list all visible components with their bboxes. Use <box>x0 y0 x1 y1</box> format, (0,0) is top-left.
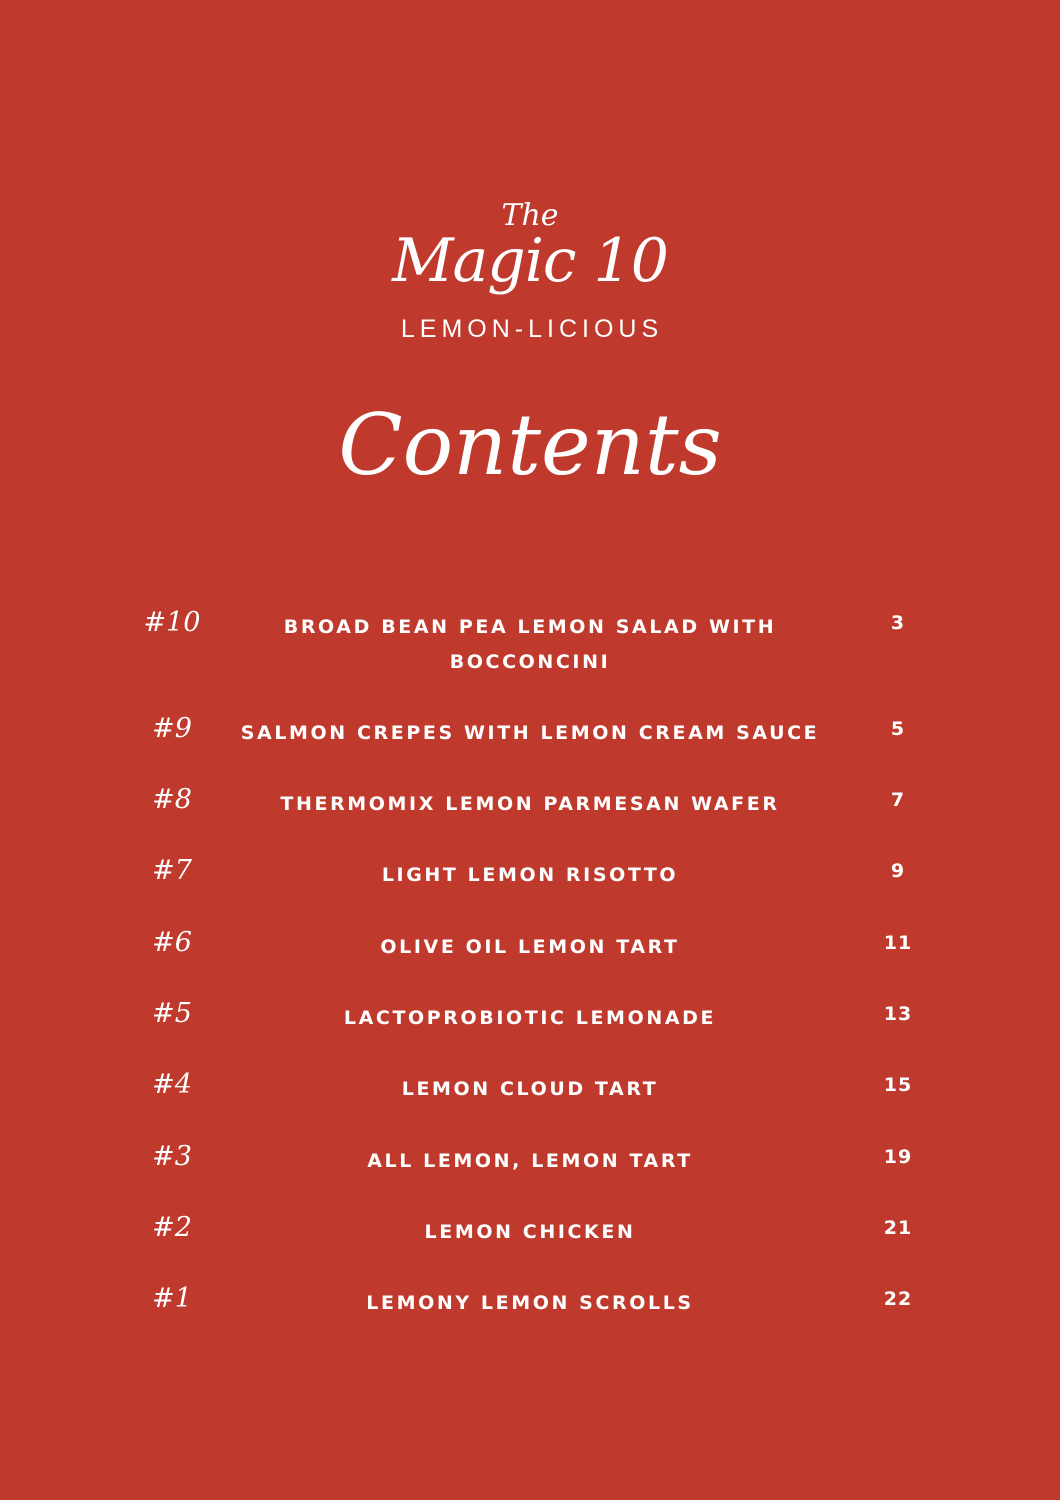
toc-entry-number: #9 <box>152 713 192 744</box>
toc-entry-number: #2 <box>152 1212 192 1243</box>
toc-entry-page: 13 <box>883 1003 913 1025</box>
toc-entry-number: #8 <box>152 784 192 815</box>
toc-entry-title: THERMOMIX LEMON PARMESAN WAFER <box>280 793 780 815</box>
toc-entry-title: BROAD BEAN PEA LEMON SALAD WITH BOCCONCINI <box>283 616 777 673</box>
toc-entry-number: #5 <box>152 998 192 1029</box>
toc-entry-number: #7 <box>152 855 192 886</box>
toc-entry-title: LACTOPROBIOTIC LEMONADE <box>343 1007 717 1029</box>
toc-entry-title: LEMON CHICKEN <box>424 1221 636 1243</box>
toc-entry-page: 9 <box>890 860 906 882</box>
toc-entry-number: #1 <box>152 1283 192 1314</box>
toc-entry-number: #4 <box>152 1069 192 1100</box>
toc-entry-title: SALMON CREPES WITH LEMON CREAM SAUCE <box>240 722 820 744</box>
toc-entry-title: LEMONY LEMON SCROLLS <box>366 1292 694 1314</box>
toc-entry-page: 15 <box>883 1074 913 1096</box>
title-the: The <box>501 198 559 233</box>
toc-entry-page: 11 <box>883 932 913 954</box>
toc-entry-title: LEMON CLOUD TART <box>401 1078 659 1100</box>
toc-entry-number: #3 <box>152 1141 192 1172</box>
toc-entry-page: 22 <box>883 1288 913 1310</box>
contents-heading: Contents <box>338 396 722 494</box>
toc-entry-page: 5 <box>890 718 906 740</box>
toc-entry-title: LIGHT LEMON RISOTTO <box>381 864 679 886</box>
toc-entry-page: 21 <box>883 1217 913 1239</box>
subtitle: LEMON-LICIOUS <box>400 315 664 343</box>
toc-entry-title: ALL LEMON, LEMON TART <box>367 1150 693 1172</box>
toc-entry-title: OLIVE OIL LEMON TART <box>380 936 680 958</box>
toc-entry-page: 3 <box>890 612 906 634</box>
toc-entry-page: 7 <box>890 789 906 811</box>
title-magic-10: Magic 10 <box>392 226 668 296</box>
toc-entry-number: #10 <box>143 607 201 638</box>
toc-entry-number: #6 <box>152 927 192 958</box>
toc-entry-page: 19 <box>883 1146 913 1168</box>
